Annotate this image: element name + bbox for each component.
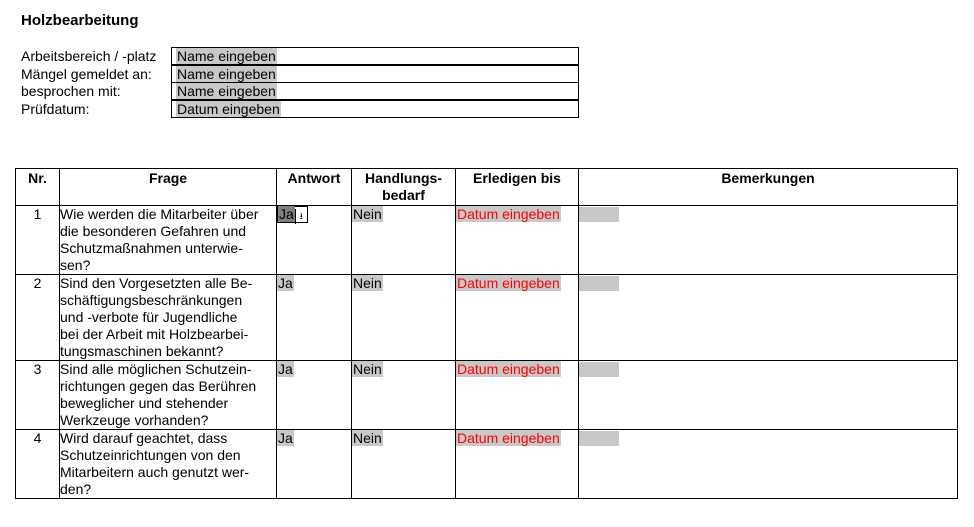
header-erledigen: Erledigen bis <box>456 169 579 206</box>
answer-cell <box>277 430 352 499</box>
remarks-cell <box>579 430 958 499</box>
row-number: 1 <box>16 206 60 275</box>
question-line: Werkzeuge vorhanden? <box>60 412 209 428</box>
question-cell <box>60 206 277 275</box>
question-line: bei der Arbeit mit Holzbearbei- <box>60 326 249 342</box>
document-title: Holzbearbeitung <box>21 12 139 29</box>
action-needed-field[interactable]: Nein <box>353 206 382 222</box>
table-header-row <box>16 169 958 206</box>
question-line: sen? <box>60 257 91 273</box>
question-line: den? <box>60 481 92 497</box>
question-line: Sind den Vorgesetzten alle Be- <box>60 275 253 291</box>
answer-field[interactable]: Ja <box>278 361 293 377</box>
remarks-cell <box>579 361 958 430</box>
question-line: Mitarbeitern auch genutzt wer- <box>60 464 250 480</box>
due-date-cell <box>456 206 579 275</box>
remarks-cell <box>579 206 958 275</box>
answer-cell <box>277 206 352 275</box>
question-line: schäftigungsbeschränkungen <box>60 292 243 308</box>
remarks-field[interactable] <box>579 207 619 222</box>
question-line: richtungen gegen das Berühren <box>60 378 257 394</box>
besprochen-value: Name eingeben <box>177 83 276 99</box>
due-date-field[interactable]: Datum eingeben <box>457 361 560 377</box>
table-row <box>16 430 958 499</box>
remarks-cell <box>579 275 958 361</box>
header-nr: Nr. <box>16 169 60 206</box>
question-line: Sind alle möglichen Schutzein- <box>60 361 252 377</box>
dropdown-arrow-icon[interactable]: ⭳ <box>295 209 307 224</box>
header-frage: Frage <box>60 169 277 206</box>
action-needed-cell <box>352 206 456 275</box>
besprochen-field[interactable] <box>171 82 579 100</box>
answer-field[interactable]: Ja <box>278 275 293 291</box>
pruefdatum-field[interactable] <box>171 100 579 118</box>
action-needed-cell <box>352 275 456 361</box>
action-needed-field[interactable]: Nein <box>353 361 382 377</box>
question-line: Wie werden die Mitarbeiter über <box>60 206 259 222</box>
question-line: die besonderen Gefahren und <box>60 223 247 239</box>
answer-cell <box>277 361 352 430</box>
due-date-cell <box>456 361 579 430</box>
question-line: beweglicher und stehender <box>60 395 229 411</box>
table-row <box>16 361 958 430</box>
header-handlungsbedarf-line2: bedarf <box>382 187 425 203</box>
question-line: Wird darauf geachtet, dass <box>60 430 228 446</box>
row-number: 4 <box>16 430 60 499</box>
table-row <box>16 275 958 361</box>
row-number: 2 <box>16 275 60 361</box>
answer-field[interactable]: Ja <box>278 430 293 446</box>
maengel-field[interactable] <box>171 65 579 83</box>
header-antwort: Antwort <box>277 169 352 206</box>
question-cell <box>60 361 277 430</box>
question-line: tungsmaschinen bekannt? <box>60 343 224 359</box>
meta-label-besprochen: besprochen mit: <box>21 83 121 99</box>
action-needed-field[interactable]: Nein <box>353 275 382 291</box>
maengel-value: Name eingeben <box>177 66 276 82</box>
header-bemerkungen: Bemerkungen <box>579 169 958 206</box>
due-date-cell <box>456 430 579 499</box>
pruefdatum-value: Datum eingeben <box>177 101 280 117</box>
remarks-field[interactable] <box>579 362 619 377</box>
due-date-field[interactable]: Datum eingeben <box>457 275 560 291</box>
checklist-table <box>15 168 958 499</box>
due-date-field[interactable]: Datum eingeben <box>457 206 560 222</box>
action-needed-field[interactable]: Nein <box>353 430 382 446</box>
remarks-field[interactable] <box>579 431 619 446</box>
meta-label-pruefdatum: Prüfdatum: <box>21 101 90 117</box>
answer-dropdown[interactable] <box>277 206 308 223</box>
header-handlungsbedarf <box>352 169 456 206</box>
answer-cell <box>277 275 352 361</box>
action-needed-cell <box>352 430 456 499</box>
arbeitsbereich-field[interactable] <box>171 47 579 65</box>
table-row <box>16 206 958 275</box>
answer-selected: Ja <box>279 206 294 222</box>
meta-label-arbeitsbereich: Arbeitsbereich / -platz <box>21 48 157 64</box>
remarks-field[interactable] <box>579 276 619 291</box>
question-line: Schutzmaßnahmen unterwie- <box>60 240 243 256</box>
question-cell <box>60 430 277 499</box>
due-date-field[interactable]: Datum eingeben <box>457 430 560 446</box>
due-date-cell <box>456 275 579 361</box>
arbeitsbereich-value: Name eingeben <box>177 48 276 64</box>
row-number: 3 <box>16 361 60 430</box>
question-line: und -verbote für Jugendliche <box>60 309 238 325</box>
header-handlungsbedarf-line1: Handlungs- <box>365 170 442 186</box>
action-needed-cell <box>352 361 456 430</box>
meta-label-maengel: Mängel gemeldet an: <box>21 66 152 82</box>
question-cell <box>60 275 277 361</box>
question-line: Schutzeinrichtungen von den <box>60 447 241 463</box>
